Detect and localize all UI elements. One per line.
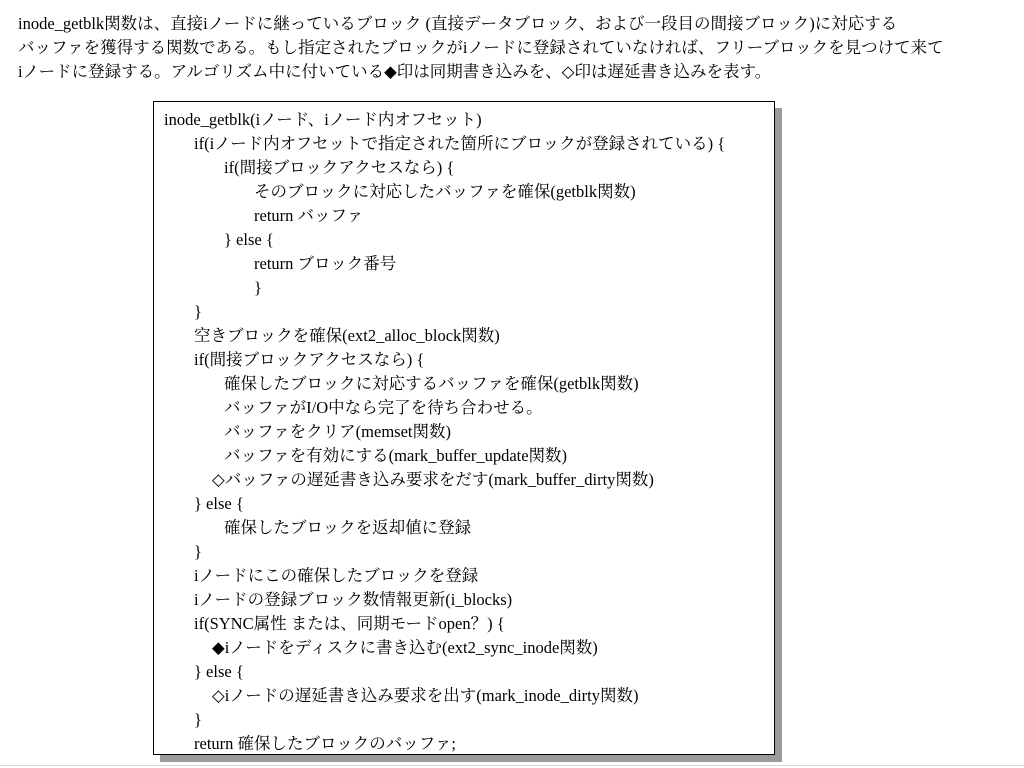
code-line: } else { (194, 662, 244, 681)
intro-line: バッファを獲得する関数である。もし指定されたブロックがiノードに登録されていなければ、フリーブロックを見つけて来て (18, 38, 944, 57)
code-line: 空きブロックを確保(ext2_alloc_block関数) (194, 326, 500, 345)
code-line: } (194, 302, 202, 321)
code-line: return ブロック番号 (254, 254, 397, 273)
code-line: バッファがI/O中なら完了を待ち合わせる。 (224, 398, 543, 417)
bottom-divider (0, 765, 1024, 766)
code-line: if(間接ブロックアクセスなら) { (224, 158, 455, 177)
code-line: そのブロックに対応したバッファを確保(getblk関数) (254, 182, 636, 201)
code-line: 確保したブロックに対応するバッファを確保(getblk関数) (224, 374, 639, 393)
code-line: 確保したブロックを返却値に登録 (224, 518, 472, 537)
code-line: } (194, 710, 202, 729)
code-line: iノードの登録ブロック数情報更新(i_blocks) (194, 590, 513, 609)
code-line: iノードにこの確保したブロックを登録 (194, 566, 479, 585)
code-line: inode_getblk(iノード、iノード内オフセット) (164, 110, 482, 129)
code-line: ◇バッファの遅延書き込み要求をだす(mark_buffer_dirty関数) (212, 470, 654, 489)
code-line: ◆iノードをディスクに書き込む(ext2_sync_inode関数) (212, 638, 598, 657)
code-line: if(iノード内オフセットで指定された箇所にブロックが登録されている) { (194, 134, 726, 153)
code-line: return バッファ (254, 206, 364, 225)
code-line: return 確保したブロックのバッファ; (194, 734, 456, 753)
code-line: バッファをクリア(memset関数) (224, 422, 451, 441)
code-line: } else { (194, 494, 244, 513)
code-line: if(SYNC属性 または、同期モードopen？) { (194, 614, 505, 633)
code-line: バッファを有効にする(mark_buffer_update関数) (224, 446, 568, 465)
code-line: ◇iノードの遅延書き込み要求を出す(mark_inode_dirty関数) (212, 686, 639, 705)
code-line: } else { (224, 230, 274, 249)
intro-paragraph (18, 12, 1018, 84)
code-line: } (194, 542, 202, 561)
code-line: if(間接ブロックアクセスなら) { (194, 350, 425, 369)
intro-line: iノードに登録する。アルゴリズム中に付いている◆印は同期書き込みを、◇印は遅延書き込みを表す。 (18, 62, 772, 81)
pseudocode-box (153, 101, 775, 755)
intro-line: inode_getblk関数は、直接iノードに継っているブロック (直接データブロック、および一段目の間接ブロック)に対応する (18, 14, 898, 33)
code-line: } (254, 278, 262, 297)
